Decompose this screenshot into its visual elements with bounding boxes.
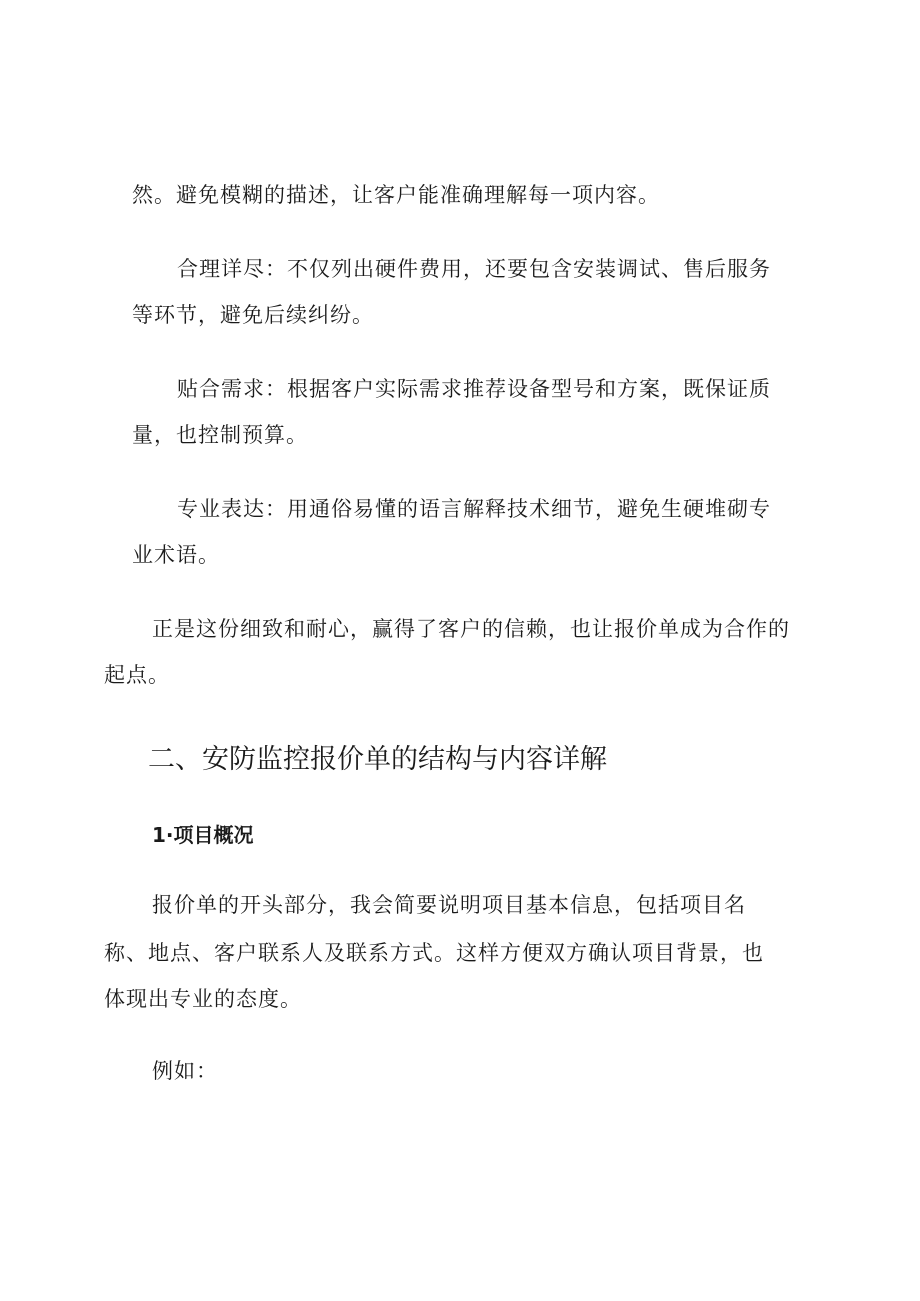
point-thorough-line-2: 等环节，避免后续纠纷。	[132, 303, 374, 327]
subsection-1-heading: 1·项目概况	[152, 823, 254, 847]
conclusion-line-1: 正是这份细致和耐心，赢得了客户的信赖，也让报价单成为合作的	[152, 617, 790, 641]
overview-line-3: 体现出专业的态度。	[104, 987, 302, 1011]
point-professional-line-1: 专业表达：用通俗易懂的语言解释技术细节，避免生硬堆砌专	[177, 497, 771, 521]
point-thorough-line-1: 合理详尽：不仅列出硬件费用，还要包含安装调试、售后服务	[177, 257, 771, 281]
conclusion-line-2: 起点。	[104, 663, 170, 687]
overview-line-2: 称、地点、客户联系人及联系方式。这样方便双方确认项目背景，也	[104, 941, 764, 965]
point-needs-line-1: 贴合需求：根据客户实际需求推荐设备型号和方案，既保证质	[177, 377, 771, 401]
overview-line-1: 报价单的开头部分，我会简要说明项目基本信息，包括项目名	[152, 893, 746, 917]
section-2-heading: 二、安防监控报价单的结构与内容详解	[148, 744, 607, 775]
point-professional-line-2: 业术语。	[132, 543, 220, 567]
intro-tail-text: 然。避免模糊的描述，让客户能准确理解每一项内容。	[132, 183, 660, 207]
point-needs-line-2: 量，也控制预算。	[132, 423, 308, 447]
example-label: 例如：	[152, 1059, 218, 1083]
